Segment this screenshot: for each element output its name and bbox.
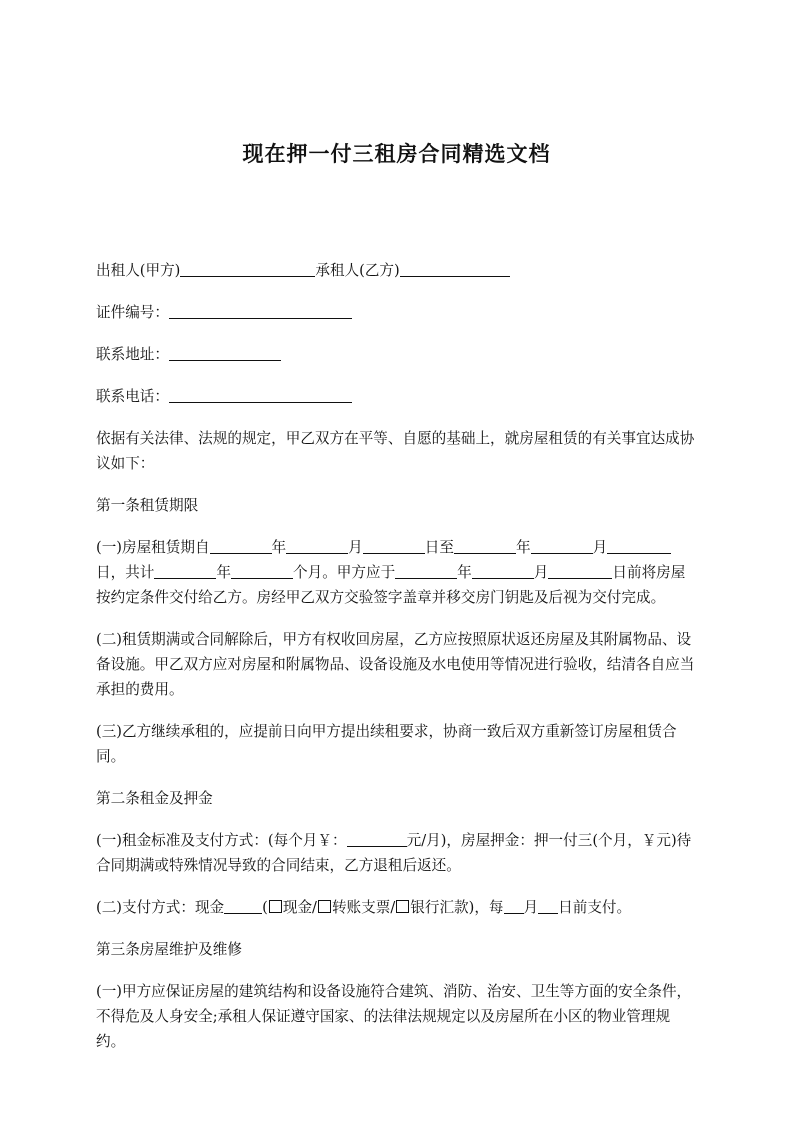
article-1-clause-2: (二)租赁期满或合同解除后，甲方有权收回房屋，乙方应按照原状返还房屋及其附属物品、设备设施。甲乙双方应对房屋和附属物品、设备设施及水电使用等情况进行验收，结清各自应当承担的费用。 <box>96 631 695 698</box>
delivery-month-blank <box>472 562 534 579</box>
transfer-check-option-label: 转账支票/ <box>331 899 396 916</box>
total-text: 日，共计 <box>96 564 155 581</box>
address-blank <box>169 344 281 361</box>
cash-option-label: 现金/ <box>282 899 317 916</box>
payment-method-blank <box>224 897 262 914</box>
intro-paragraph: 依据有关法律、法规的规定，甲乙双方在平等、自愿的基础上，就房屋租赁的有关事宜达成协议如下： <box>96 430 695 472</box>
article-1-clause-3: (三)乙方继续承租的，应提前日向甲方提出续租要求，协商一致后双方重新签订房屋租赁合同。 <box>96 723 677 765</box>
lessor-blank <box>180 260 315 277</box>
parties-line <box>96 258 698 283</box>
total-month-blank <box>231 562 293 579</box>
year-text: 年 <box>271 539 287 556</box>
payment-text: (二)支付方式：现金 <box>96 899 225 916</box>
id-blank <box>169 302 352 319</box>
phone-blank <box>169 386 352 403</box>
month-text: 月 <box>592 539 608 556</box>
id-label: 证件编号： <box>96 304 169 321</box>
cash-checkbox[interactable] <box>269 900 282 913</box>
contract-body <box>96 258 698 1071</box>
rent-amount-blank <box>347 830 407 847</box>
lessee-label: 承租人(乙方) <box>315 262 400 279</box>
article-1-clause-1 <box>96 535 698 610</box>
total-year-blank <box>154 562 216 579</box>
deposit-text: 元/月)，房屋押金：押一付三(个月，￥元)待合同期满或特殊情况导致的合同结束，乙方退租后返还。 <box>96 832 692 874</box>
lessor-label: 出租人(甲方) <box>96 262 181 279</box>
pay-month-blank <box>504 897 524 914</box>
article-1-heading: 第一条租赁期限 <box>96 497 199 514</box>
start-year-blank <box>210 537 272 554</box>
end-month-blank <box>531 537 593 554</box>
article-3-clause-1: (一)甲方应保证房屋的建筑结构和设备设施符合建筑、消防、治安、卫生等方面的安全条件，不得危及人身安全;承租人保证遵守国家、的法律法规规定以及房屋所在小区的物业管理规约。 <box>96 983 692 1050</box>
paren-text: ( <box>262 899 268 916</box>
rent-text: (一)租金标准及支付方式：(每个月￥： <box>96 832 347 849</box>
article-2-clause-2 <box>96 895 698 920</box>
id-line <box>96 300 698 325</box>
transfer-check-checkbox[interactable] <box>318 900 331 913</box>
lessee-blank <box>400 260 510 277</box>
delivery-year-blank <box>395 562 457 579</box>
bank-remittance-option-label: 银行汇款)，每 <box>410 899 504 916</box>
clause-text: (一)房屋租赁期自 <box>96 539 210 556</box>
phone-line <box>96 384 698 409</box>
year-text: 年 <box>515 539 531 556</box>
article-3-heading: 第三条房屋维护及维修 <box>96 941 242 958</box>
bank-remittance-checkbox[interactable] <box>396 900 409 913</box>
article-2-clause-1 <box>96 828 698 878</box>
delivery-day-blank <box>548 562 612 579</box>
page-title: 现在押一付三租房合同精选文档 <box>242 142 551 166</box>
article-2-heading: 第二条租金及押金 <box>96 790 213 807</box>
months-text: 个月。甲方应于 <box>293 564 396 581</box>
address-label: 联系地址： <box>96 346 169 363</box>
day-to-text: 日至 <box>424 539 454 556</box>
end-day-blank <box>607 537 671 554</box>
phone-label: 联系电话： <box>96 388 169 405</box>
month-text: 月 <box>348 539 363 556</box>
pay-day-blank <box>538 897 558 914</box>
month-text: 月 <box>533 564 549 581</box>
year-text: 年 <box>457 564 472 581</box>
end-year-blank <box>454 537 516 554</box>
start-month-blank <box>286 537 348 554</box>
year-text: 年 <box>216 564 231 581</box>
start-day-blank <box>363 537 425 554</box>
month-text: 月 <box>523 899 539 916</box>
clause-tail-text: 日前将房屋按约定条件交付给乙方。房经甲乙双方交验签字盖章并移交房门钥匙及后视为交付完成。 <box>96 564 686 606</box>
pay-tail-text: 日前支付。 <box>558 899 632 916</box>
address-line <box>96 342 698 367</box>
